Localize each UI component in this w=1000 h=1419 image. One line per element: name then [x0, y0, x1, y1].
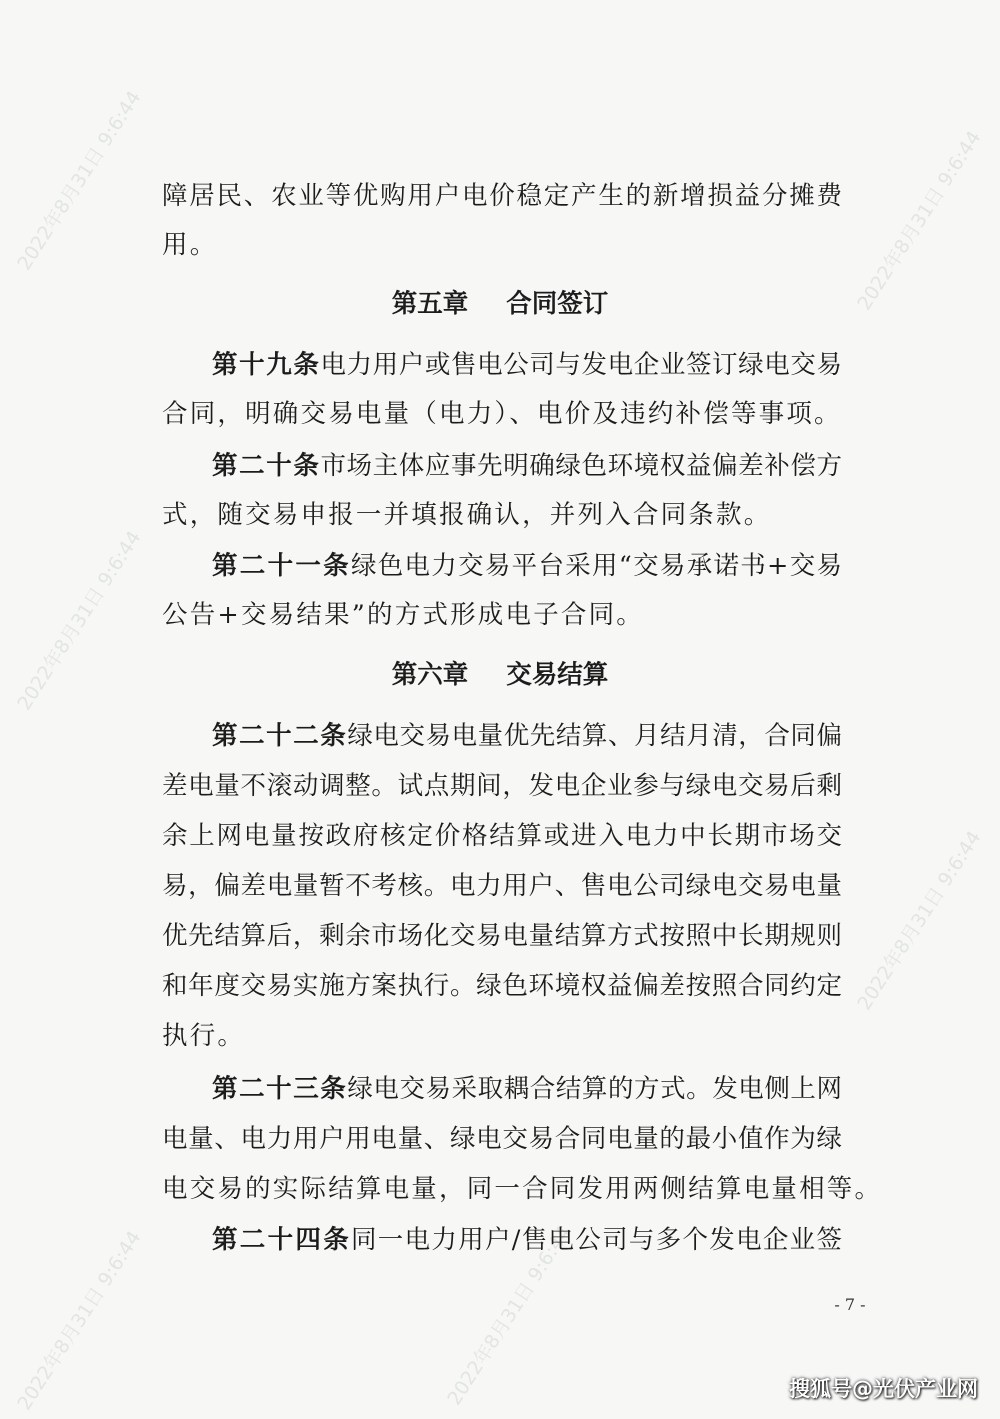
- article-label: 第二十条: [212, 451, 321, 481]
- article-20: [212, 449, 842, 483]
- text-line: 余上网电量按政府核定价格结算或进入电力中长期市场交: [162, 821, 842, 851]
- article-19: [212, 348, 842, 382]
- source-credit: 搜狐号@光伏产业网: [789, 1377, 978, 1401]
- article-text: 同一电力用户/售电公司与多个发电企业签: [351, 1225, 842, 1255]
- text-line: 差电量不滚动调整。试点期间，发电企业参与绿电交易后剩: [162, 771, 842, 801]
- article-text: 电力用户或售电公司与发电企业签订绿电交易: [320, 350, 842, 380]
- text-line: 用。: [162, 230, 218, 260]
- text-line: 公告+交易结果”的方式形成电子合同。: [162, 600, 645, 630]
- text-line: 电交易的实际结算电量，同一合同发用两侧结算电量相等。: [162, 1174, 883, 1204]
- watermark: 2022年8月31日 9:6:44: [13, 1227, 146, 1415]
- watermark: 2022年8月31日 9:6:44: [853, 127, 986, 315]
- article-22: [212, 719, 842, 753]
- article-label: 第二十三条: [212, 1074, 348, 1104]
- text-line: 和年度交易实施方案执行。绿色环境权益偏差按照合同约定: [162, 971, 842, 1001]
- chapter-number: 第五章: [391, 289, 469, 319]
- text-line: 电量、电力用户用电量、绿电交易合同电量的最小值作为绿: [162, 1124, 842, 1154]
- text-line: 合同，明确交易电量（电力）、电价及违约补偿等事项。: [162, 399, 842, 429]
- chapter-heading: [0, 658, 1000, 692]
- article-text: 市场主体应事先明确绿色环境权益偏差补偿方: [320, 451, 842, 481]
- article-23: [212, 1072, 842, 1106]
- article-label: 第二十一条: [212, 551, 351, 581]
- text-line: 优先结算后，剩余市场化交易电量结算方式按照中长期规则: [162, 921, 842, 951]
- watermark: 2022年8月31日 9:6:44: [13, 87, 146, 275]
- chapter-heading: [0, 287, 1000, 321]
- text-line: 执行。: [162, 1021, 246, 1051]
- watermark: 2022年8月31日 9:6:44: [443, 1222, 576, 1410]
- article-24: [212, 1223, 842, 1257]
- article-text: 绿电交易采取耦合结算的方式。发电侧上网: [347, 1074, 842, 1104]
- article-text: 绿电交易电量优先结算、月结月清，合同偏: [347, 721, 842, 751]
- article-text: 绿色电力交易平台采用“交易承诺书+交易: [350, 551, 842, 581]
- text-line: 障居民、农业等优购用户电价稳定产生的新增损益分摊费: [162, 181, 842, 211]
- article-label: 第十九条: [212, 350, 321, 380]
- chapter-title: 交易结算: [506, 660, 609, 690]
- text-line: 易，偏差电量暂不考核。电力用户、售电公司绿电交易电量: [162, 871, 842, 901]
- chapter-title: 合同签订: [506, 289, 609, 319]
- chapter-number: 第六章: [391, 660, 469, 690]
- article-21: [212, 549, 842, 583]
- article-label: 第二十二条: [212, 721, 348, 751]
- watermark: 2022年8月31日 9:6:44: [853, 827, 986, 1015]
- page-number: - 7 -: [834, 1295, 866, 1314]
- article-label: 第二十四条: [212, 1225, 351, 1255]
- watermark: 2022年8月31日 9:6:44: [13, 527, 146, 715]
- text-line: 式，随交易申报一并填报确认，并列入合同条款。: [162, 500, 772, 530]
